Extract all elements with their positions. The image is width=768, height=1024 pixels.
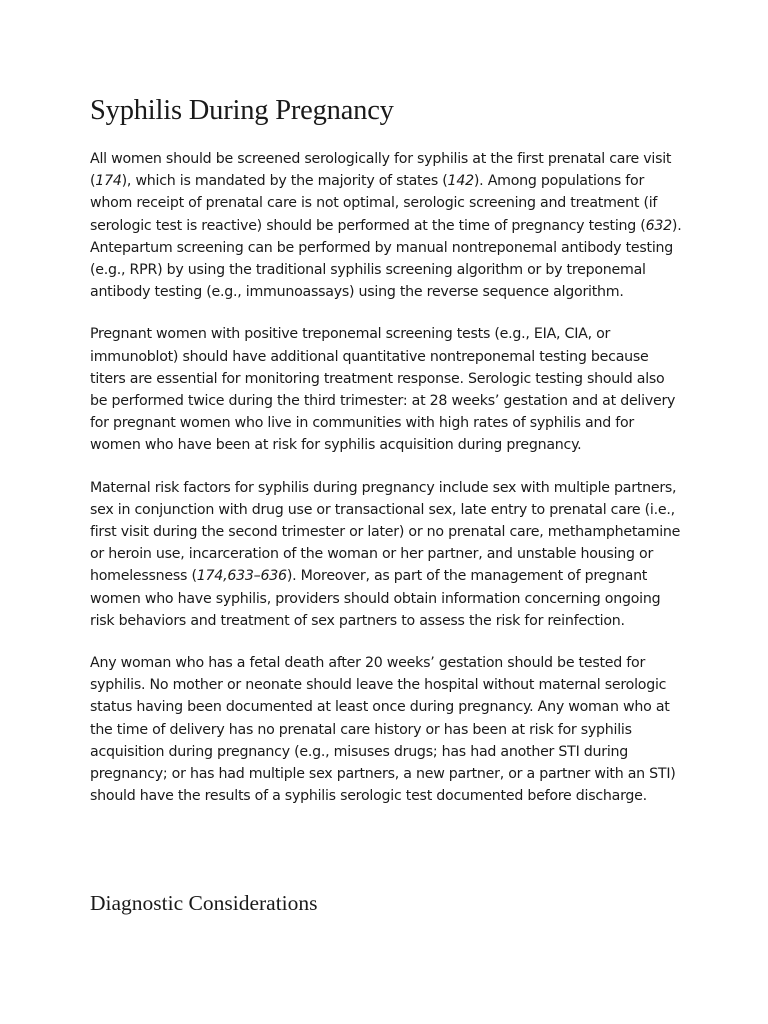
page-title: Syphilis During Pregnancy: [90, 95, 394, 126]
paragraph: [90, 477, 682, 632]
paragraph-text: ). Antepartum screening can be performed by manual nontreponemal antibody testing (e.g., RPR) by using the traditional syphilis screening algorithm or by treponemal antibody testing (e.g., immunoassays) using the reverse sequence algorithm.: [90, 217, 682, 301]
paragraph-text: All women should be screened serologically for syphilis at the first prenatal care visit (: [90, 151, 672, 190]
citation-ref: 174: [95, 173, 122, 190]
section-heading: Diagnostic Considerations: [90, 891, 318, 915]
paragraph-text: ), which is mandated by the majority of states (: [121, 173, 448, 190]
paragraph: [90, 148, 682, 303]
document-body: [90, 148, 682, 827]
paragraph-text: Maternal risk factors for syphilis during pregnancy include sex with multiple partners, sex in conjunction with drug use or transactional sex, late entry to prenatal care (i.e., first visit during the second trimester or later) or no prenatal care, methamphetamine or heroin use, incarceration of the woman or her partner, and unstable housing or homelessness (: [90, 479, 681, 585]
paragraph-text: Pregnant women with positive treponemal screening tests (e.g., EIA, CIA, or immunoblot) should have additional quantitative nontreponemal testing because titers are essential for monitoring treatment response. Serologic testing should also be performed twice during the third trimester: at 28 weeks’ gestation and at delivery for pregnant women who live in communities with high rates of syphilis and for women who have been at risk for syphilis acquisition during pregnancy.: [90, 326, 676, 454]
paragraph-text: ). Among populations for whom receipt of prenatal care is not optimal, serologic screening and treatment (if serologic test is reactive) should be performed at the time of pregnancy testing (: [90, 173, 658, 234]
paragraph: [90, 652, 682, 807]
citation-ref: 142: [447, 173, 474, 190]
citation-ref: 632: [645, 217, 672, 234]
paragraph-text: ). Moreover, as part of the management of pregnant women who have syphilis, providers should obtain information concerning ongoing risk behaviors and treatment of sex partners to assess the risk for reinfection.: [90, 568, 661, 629]
paragraph-text: Any woman who has a fetal death after 20 weeks’ gestation should be tested for syphilis. No mother or neonate should leave the hospital without maternal serologic status having been documented at least once during pregnancy. Any woman who at the time of delivery has no prenatal care history or has been at risk for syphilis acquisition during pregnancy (e.g., misuses drugs; has had another STI during pregnancy; or has had multiple sex partners, a new partner, or a partner with an STI) should have the results of a syphilis serologic test documented before discharge.: [90, 655, 676, 805]
citation-ref: 174,633–636: [196, 568, 287, 585]
paragraph: [90, 323, 682, 456]
